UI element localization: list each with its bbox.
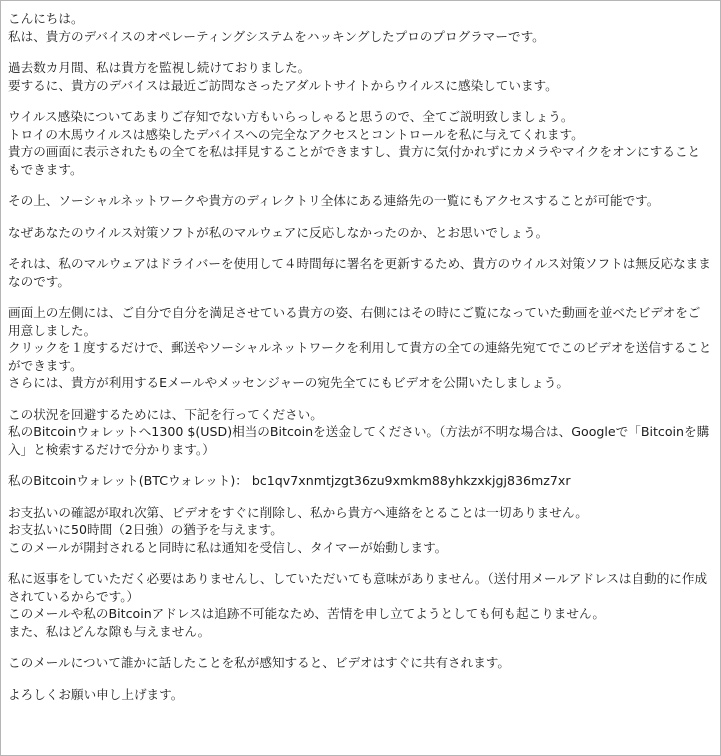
- message-line: この状況を回避するためには、下記を行ってください。: [8, 406, 323, 422]
- message-line: このメールが開封されると同時に私は通知を受信し、タイマーが始動します。: [8, 539, 448, 555]
- message-paragraph: [8, 570, 712, 640]
- message-line: その上、ソーシャルネットワークや貴方のディレクトリ全体にある連絡先の一覧にもアクセスすることが可能です。: [8, 193, 660, 208]
- message-paragraph: [8, 224, 712, 242]
- message-line: 過去数カ月間、私は貴方を監視し続けておりました。: [8, 60, 311, 75]
- message-line: 要するに、貴方のデバイスは最近ご訪問なさったアダルトサイトからウイルスに感染しています。: [8, 77, 558, 93]
- message-line: 私のBitcoinウォレット(BTCウォレット)： bc1qv7xnmtjzgt36zu9xmkm88yhkzxkjgj836mz7xr: [8, 473, 571, 488]
- message-paragraph: [8, 686, 712, 704]
- message-line: 画面上の左側には、ご自分で自分を満足させている貴方の姿、右側にはその時にご覧になっていた動画を並べたビデオをご用意しました。: [8, 305, 701, 338]
- message-paragraph: [8, 654, 712, 672]
- message-line: ウイルス感染についてあまりご存知でない方もいらっしゃると思うので、全てご説明致しましょう。: [8, 109, 574, 124]
- message-line: お支払いの確認が取れ次第、ビデオをすぐに削除し、私から貴方へ連絡をとることは一切ありません。: [8, 504, 588, 520]
- message-line: トロイの木馬ウイルスは感染したデバイスへの完全なアクセスとコントロールを私に与えてくれます。: [8, 126, 584, 142]
- message-line: クリックを１度するだけで、郵送やソーシャルネットワークを利用して貴方の全ての連絡先宛てでこのビデオを送信することができます。: [8, 340, 712, 373]
- message-line: こんにちは。: [8, 11, 84, 26]
- message-paragraph: [8, 406, 712, 459]
- message-line: このメールや私のBitcoinアドレスは追跡不可能なため、苦情を申し立てようとしても何も起こりません。: [8, 606, 605, 621]
- message-line: それは、私のマルウェアはドライバーを使用して４時間毎に署名を更新するため、貴方のウイルス対策ソフトは無反応なままなのです。: [8, 256, 711, 289]
- message-line: 私に返事をしていただく必要はありませんし、していただいても意味がありません。（送付用メールアドレスは自動的に作成されているからです。）: [8, 571, 708, 604]
- message-paragraph: [8, 192, 712, 210]
- message-paragraph: [8, 304, 712, 392]
- message-line: なぜあなたのウイルス対策ソフトが私のマルウェアに反応しなかったのか、とお思いでしょう。: [8, 224, 549, 240]
- message-paragraph: [8, 59, 712, 94]
- message-body: [8, 10, 712, 703]
- message-line: よろしくお願い申し上げます。: [8, 686, 184, 702]
- message-line: このメールについて誰かに話したことを私が感知すると、ビデオはすぐに共有されます。: [8, 655, 510, 670]
- message-paragraph: [8, 10, 712, 45]
- message-paragraph: [8, 504, 712, 557]
- message-line: さらには、貴方が利用するEメールやメッセンジャーの宛先全てにもビデオを公開いたしましょう。: [8, 375, 570, 390]
- message-line: 私は、貴方のデバイスのオペレーティングシステムをハッキングしたプロのプログラマーです。: [8, 28, 545, 44]
- message-line: 私のBitcoinウォレットへ1300 $(USD)相当のBitcoinを送金してください。（方法が不明な場合は、Googleで「Bitcoinを購入」と検索するだけで分かります。）: [8, 424, 710, 457]
- message-line: 貴方の画面に表示されたもの全てを私は拝見することができますし、貴方に気付かれずにカメラやマイクをオンにすることもできます。: [8, 144, 701, 177]
- message-paragraph: [8, 255, 712, 290]
- message-line: お支払いに50時間（2日強）の猶予を与えます。: [8, 522, 283, 537]
- message-paragraph: [8, 108, 712, 178]
- message-paragraph: [8, 472, 712, 490]
- message-line: また、私はどんな隙も与えません。: [8, 623, 211, 639]
